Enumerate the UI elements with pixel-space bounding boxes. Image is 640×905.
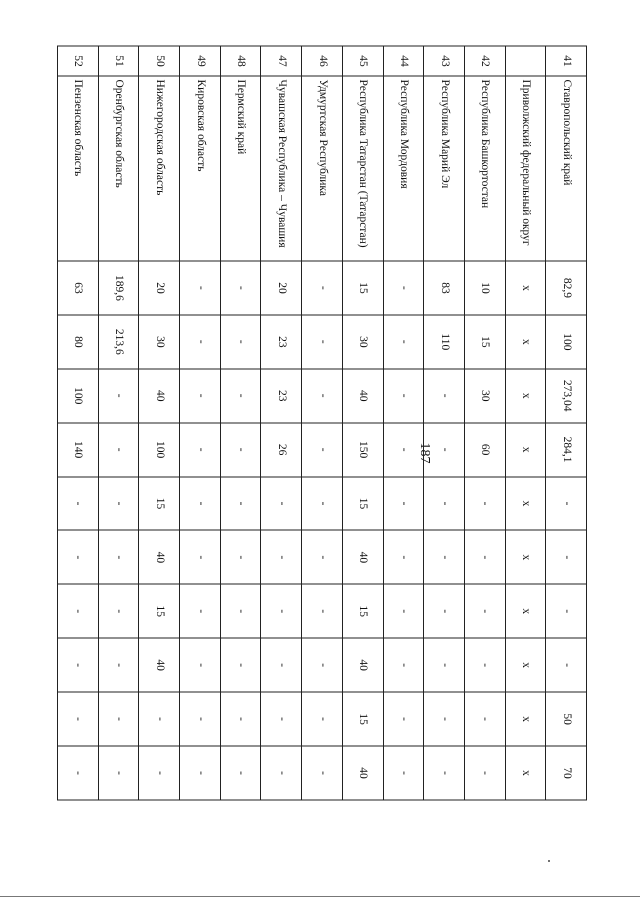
value-cell: 100 xyxy=(58,369,99,423)
value-cell: - xyxy=(58,692,99,746)
value-cell: - xyxy=(180,746,221,800)
value-cell: - xyxy=(58,746,99,800)
value-cell: 60 xyxy=(464,423,505,477)
region-name-cell: Нижегородская область xyxy=(139,76,180,261)
value-cell: - xyxy=(464,692,505,746)
value-cell: - xyxy=(58,584,99,638)
table-row xyxy=(261,46,302,800)
region-name-cell: Чувашская Республика – Чувашия xyxy=(261,76,302,261)
region-name-cell: Кировская область xyxy=(180,76,221,261)
value-cell: - xyxy=(180,584,221,638)
value-cell: x xyxy=(505,261,546,315)
row-number-cell: 45 xyxy=(342,46,383,76)
value-cell: - xyxy=(261,584,302,638)
value-cell: - xyxy=(302,638,343,692)
value-cell: - xyxy=(98,638,139,692)
value-cell: 30 xyxy=(342,315,383,369)
value-cell: x xyxy=(505,746,546,800)
value-cell: - xyxy=(424,692,465,746)
row-number-cell: 44 xyxy=(383,46,424,76)
value-cell: - xyxy=(220,638,261,692)
value-cell: - xyxy=(220,530,261,584)
value-cell: - xyxy=(261,746,302,800)
value-cell: - xyxy=(220,692,261,746)
value-cell: - xyxy=(424,530,465,584)
row-number-cell: 51 xyxy=(98,46,139,76)
value-cell: - xyxy=(546,477,587,531)
value-cell: 15 xyxy=(342,261,383,315)
table-row xyxy=(464,46,505,800)
region-name-cell: Приволжский федеральный округ xyxy=(505,76,546,261)
value-cell: - xyxy=(302,423,343,477)
value-cell: - xyxy=(58,638,99,692)
row-number-cell: 42 xyxy=(464,46,505,76)
value-cell: - xyxy=(261,638,302,692)
value-cell: - xyxy=(220,477,261,531)
value-cell: 15 xyxy=(139,477,180,531)
value-cell: - xyxy=(546,638,587,692)
value-cell: x xyxy=(505,692,546,746)
value-cell: 150 xyxy=(342,423,383,477)
value-cell: 15 xyxy=(342,477,383,531)
value-cell: - xyxy=(424,584,465,638)
region-name-cell: Удмуртская Республика xyxy=(302,76,343,261)
value-cell: 83 xyxy=(424,261,465,315)
value-cell: - xyxy=(98,477,139,531)
region-name-cell: Республика Татарстан (Татарстан) xyxy=(342,76,383,261)
value-cell: 80 xyxy=(58,315,99,369)
value-cell: x xyxy=(505,315,546,369)
value-cell: 63 xyxy=(58,261,99,315)
value-cell: - xyxy=(383,261,424,315)
value-cell: 23 xyxy=(261,315,302,369)
value-cell: - xyxy=(302,477,343,531)
region-name-cell: Республика Мордовия xyxy=(383,76,424,261)
table-row xyxy=(220,46,261,800)
value-cell: x xyxy=(505,477,546,531)
value-cell: 70 xyxy=(546,746,587,800)
value-cell: - xyxy=(302,369,343,423)
value-cell: 284,1 xyxy=(546,423,587,477)
value-cell: 40 xyxy=(342,530,383,584)
table-row xyxy=(546,46,587,800)
value-cell: 189,6 xyxy=(98,261,139,315)
value-cell: - xyxy=(464,530,505,584)
value-cell: - xyxy=(220,315,261,369)
value-cell: 110 xyxy=(424,315,465,369)
table-row xyxy=(424,46,465,800)
value-cell: x xyxy=(505,530,546,584)
value-cell: 100 xyxy=(546,315,587,369)
value-cell: 140 xyxy=(58,423,99,477)
value-cell: - xyxy=(546,584,587,638)
value-cell: - xyxy=(302,315,343,369)
value-cell: - xyxy=(261,477,302,531)
value-cell: - xyxy=(302,584,343,638)
row-number-cell: 46 xyxy=(302,46,343,76)
value-cell: 50 xyxy=(546,692,587,746)
value-cell: - xyxy=(180,315,221,369)
value-cell: - xyxy=(383,746,424,800)
value-cell: - xyxy=(464,477,505,531)
table-row xyxy=(342,46,383,800)
value-cell: 15 xyxy=(342,692,383,746)
value-cell: 30 xyxy=(139,315,180,369)
value-cell: - xyxy=(383,315,424,369)
value-cell: 40 xyxy=(342,369,383,423)
table-row xyxy=(180,46,221,800)
value-cell: - xyxy=(58,477,99,531)
value-cell: 20 xyxy=(261,261,302,315)
region-name-cell: Пермский край xyxy=(220,76,261,261)
value-cell: - xyxy=(546,530,587,584)
value-cell: 213,6 xyxy=(98,315,139,369)
value-cell: 82,9 xyxy=(546,261,587,315)
table-row xyxy=(505,46,546,800)
value-cell: - xyxy=(180,423,221,477)
value-cell: - xyxy=(180,477,221,531)
value-cell: 23 xyxy=(261,369,302,423)
row-number-cell: 41 xyxy=(546,46,587,76)
value-cell: - xyxy=(98,369,139,423)
table-row xyxy=(98,46,139,800)
value-cell: - xyxy=(139,746,180,800)
value-cell: - xyxy=(424,369,465,423)
value-cell: 40 xyxy=(139,369,180,423)
row-number-cell: 50 xyxy=(139,46,180,76)
stray-mark xyxy=(548,860,550,862)
value-cell: - xyxy=(58,530,99,584)
value-cell: - xyxy=(383,477,424,531)
value-cell: 273,04 xyxy=(546,369,587,423)
value-cell: - xyxy=(220,423,261,477)
table-row xyxy=(139,46,180,800)
value-cell: 15 xyxy=(342,584,383,638)
value-cell: - xyxy=(464,746,505,800)
table-body xyxy=(58,46,587,800)
value-cell: - xyxy=(180,638,221,692)
region-name-cell: Пензенская область xyxy=(58,76,99,261)
value-cell: - xyxy=(139,692,180,746)
value-cell: x xyxy=(505,369,546,423)
value-cell: - xyxy=(98,530,139,584)
value-cell: 40 xyxy=(342,746,383,800)
value-cell: x xyxy=(505,423,546,477)
value-cell: - xyxy=(383,530,424,584)
table-row xyxy=(383,46,424,800)
value-cell: - xyxy=(424,638,465,692)
value-cell: - xyxy=(98,692,139,746)
value-cell: - xyxy=(98,423,139,477)
row-number-cell: 49 xyxy=(180,46,221,76)
value-cell: x xyxy=(505,638,546,692)
row-number-cell: 52 xyxy=(58,46,99,76)
region-name-cell: Оренбургская область xyxy=(98,76,139,261)
value-cell: - xyxy=(220,261,261,315)
row-number-cell: 47 xyxy=(261,46,302,76)
value-cell: 26 xyxy=(261,423,302,477)
value-cell: 100 xyxy=(139,423,180,477)
table-row xyxy=(58,46,99,800)
row-number-cell: 43 xyxy=(424,46,465,76)
rotated-table-container xyxy=(57,46,587,801)
value-cell: - xyxy=(98,584,139,638)
value-cell: - xyxy=(383,423,424,477)
value-cell: - xyxy=(302,530,343,584)
value-cell: - xyxy=(220,369,261,423)
value-cell: - xyxy=(180,369,221,423)
value-cell: 30 xyxy=(464,369,505,423)
value-cell: - xyxy=(220,746,261,800)
row-number-cell: 48 xyxy=(220,46,261,76)
value-cell: - xyxy=(302,261,343,315)
region-name-cell: Республика Башкортостан xyxy=(464,76,505,261)
region-data-table xyxy=(57,46,587,801)
value-cell: - xyxy=(180,692,221,746)
region-name-cell: Республика Марий Эл xyxy=(424,76,465,261)
value-cell: 40 xyxy=(342,638,383,692)
value-cell: - xyxy=(383,638,424,692)
value-cell: 15 xyxy=(139,584,180,638)
value-cell: x xyxy=(505,584,546,638)
value-cell: - xyxy=(383,584,424,638)
bottom-rule xyxy=(0,896,640,897)
value-cell: - xyxy=(464,584,505,638)
value-cell: - xyxy=(302,692,343,746)
value-cell: 15 xyxy=(464,315,505,369)
table-row xyxy=(302,46,343,800)
row-number-cell xyxy=(505,46,546,76)
value-cell: - xyxy=(424,746,465,800)
value-cell: 40 xyxy=(139,638,180,692)
value-cell: 10 xyxy=(464,261,505,315)
value-cell: - xyxy=(261,530,302,584)
value-cell: 40 xyxy=(139,530,180,584)
value-cell: - xyxy=(180,261,221,315)
value-cell: - xyxy=(464,638,505,692)
value-cell: - xyxy=(383,692,424,746)
value-cell: - xyxy=(302,746,343,800)
value-cell: - xyxy=(98,746,139,800)
value-cell: - xyxy=(180,530,221,584)
value-cell: 20 xyxy=(139,261,180,315)
value-cell: - xyxy=(383,369,424,423)
region-name-cell: Ставропольский край xyxy=(546,76,587,261)
value-cell: - xyxy=(424,477,465,531)
value-cell: - xyxy=(220,584,261,638)
value-cell: - xyxy=(424,423,465,477)
value-cell: - xyxy=(261,692,302,746)
page-number: 187 xyxy=(417,442,432,464)
